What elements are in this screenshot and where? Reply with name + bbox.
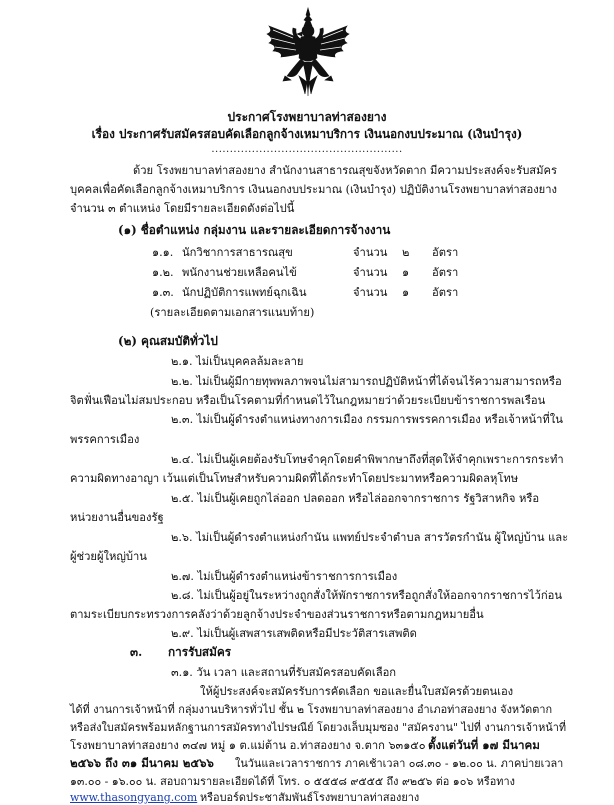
qualification-line: ๒.๘. ไม่เป็นผู้อยู่ในระหว่างถูกสั่งให้พักราชการหรือถูกสั่งให้ออกจากราชการไว้ก่อน <box>171 589 562 602</box>
section-3-number: ๓. <box>130 645 143 659</box>
intro-line-2: บุคคลเพื่อคัดเลือกลูกจ้างเหมาบริการ เงินนอกงบประมาณ (เงินบำรุง) ปฏิบัติงานโรงพยาบาลท่าสองยาง <box>70 183 557 196</box>
qualification-line: ๒.๕. ไม่เป็นผู้เคยถูกไล่ออก ปลดออก หรือไล่ออกจากราชการ รัฐวิสาหกิจ หรือ <box>171 492 540 505</box>
application-date-end: ๒๕๖๖ ถึง ๓๑ มีนาคม ๒๕๖๖ <box>70 756 214 770</box>
qualification-line: ๒.๙. ไม่เป็นผู้เสพสารเสพติดหรือมีประวัติสารเสพติด <box>171 627 417 640</box>
section-3-heading: การรับสมัคร <box>168 645 232 659</box>
position-count-label: จำนวน <box>353 266 388 279</box>
contact-phone: ๑๓.๐๐ - ๑๖.๐๐ น. สอบถามรายละเอียดได้ที่ โทร. ๐ ๕๕๕๘ ๙๕๕๕ ถึง ๙๒๕๖ ต่อ ๑๐๖ หรือทาง <box>70 775 515 788</box>
position-unit: อัตรา <box>432 266 459 279</box>
qualification-line: หน่วยงานอื่นของรัฐ <box>70 511 164 524</box>
subject-line: เรื่อง ประกาศรับสมัครสอบคัดเลือกลูกจ้างเหมาบริการ เงินนอกงบประมาณ (เงินบำรุง) <box>91 127 523 141</box>
website-link[interactable]: www.thasongyang.com <box>70 791 198 804</box>
qualification-line: ๒.๒. ไม่เป็นผู้มีกายทุพพลภาพจนไม่สามารถปฏิบัติหน้าที่ได้จนไร้ความสามารถหรือ <box>171 375 562 388</box>
position-name: พนักงานช่วยเหลือคนไข้ <box>182 266 297 279</box>
positions-note: (รายละเอียดตามเอกสารแนบท้าย) <box>150 306 315 319</box>
position-name: นักวิชาการสาธารณสุข <box>182 246 293 259</box>
intro-line-3: จำนวน ๓ ตำแหน่ง โดยมีรายละเอียดดังต่อไปนี้ <box>70 202 295 215</box>
position-count: ๑ <box>402 266 410 279</box>
section-1-heading: (๑) ชื่อตำแหน่ง กลุ่มงาน และรายละเอียดการจ้างงาน <box>118 223 391 237</box>
position-number: ๑.๒. <box>152 266 174 279</box>
qualification-line: พรรคการเมือง <box>70 433 140 446</box>
application-date-start: ตั้งแต่วันที่ ๑๗ มีนาคม <box>428 738 540 752</box>
position-number: ๑.๓. <box>152 286 174 299</box>
position-name: นักปฏิบัติการแพทย์ฉุกเฉิน <box>182 286 307 299</box>
qualification-line: ผู้ช่วยผู้ใหญ่บ้าน <box>70 550 147 563</box>
qualification-line: ๒.๓. ไม่เป็นผู้ดำรงตำแหน่งทางการเมือง กรรมการพรรคการเมือง หรือเจ้าหน้าที่ใน <box>171 413 563 426</box>
office-hours: ในวันและเวลาราชการ ภาคเช้าเวลา ๐๘.๓๐ - ๑๒.๐๐ น. ภาคบ่ายเวลา <box>235 757 564 770</box>
position-number: ๑.๑. <box>152 246 174 259</box>
position-unit: อัตรา <box>432 286 459 299</box>
intro-line-1: ด้วย โรงพยาบาลท่าสองยาง สำนักงานสาธารณสุขจังหวัดตาก มีความประสงค์จะรับสมัคร <box>133 164 557 177</box>
application-line: ได้ที่ งานการเจ้าหน้าที่ กลุ่มงานบริหารทั่วไป ชั้น ๒ โรงพยาบาลท่าสองยาง อำเภอท่าสองยาง จังหวัดตาก <box>70 703 553 716</box>
application-line: ให้ผู้ประสงค์จะสมัครรับการคัดเลือก ขอและยื่นใบสมัครด้วยตนเอง <box>200 685 514 698</box>
qualification-line: จิตฟั่นเฟือนไม่สมประกอบ หรือเป็นโรคตามที่กำหนดไว้ในกฎหมายว่าด้วยระเบียบข้าราชการพลเรือน <box>70 394 546 407</box>
position-count: ๒ <box>402 246 410 259</box>
header-divider: .................................................... <box>211 144 403 155</box>
page-title: ประกาศโรงพยาบาลท่าสองยาง <box>227 110 387 124</box>
qualification-line: ๒.๖. ไม่เป็นผู้ดำรงตำแหน่งกำนัน แพทย์ประจำตำบล สารวัตรกำนัน ผู้ใหญ่บ้าน และ <box>171 531 569 544</box>
position-unit: อัตรา <box>432 246 459 259</box>
qualification-line: ความผิดทางอาญา เว้นแต่เป็นโทษสำหรับความผิดที่ได้กระทำโดยประมาทหรือความผิดลหุโทษ <box>70 472 519 485</box>
position-count: ๑ <box>402 286 410 299</box>
qualification-line: ตามระเบียบกระทรวงการคลังว่าด้วยลูกจ้างประจำของส่วนราชการหรือตามกฎหมายอื่น <box>70 608 484 621</box>
section-2-heading: (๒) คุณสมบัติทั่วไป <box>118 334 218 348</box>
application-line: หรือส่งใบสมัครพร้อมหลักฐานการสมัครทางไปรษณีย์ โดยวงเล็บมุมซอง "สมัครงาน" ไปที่ งานการเจ้าหน้าที่ <box>70 721 567 734</box>
position-count-label: จำนวน <box>353 286 388 299</box>
garuda-emblem-icon <box>263 6 353 98</box>
qualification-line: ๒.๗. ไม่เป็นผู้ดำรงตำแหน่งข้าราชการการเมือง <box>171 570 398 583</box>
website-tail: หรือบอร์ดประชาสัมพันธ์โรงพยาบาลท่าสองยาง <box>200 791 420 804</box>
qualification-line: ๒.๑. ไม่เป็นบุคคลล้มละลาย <box>171 355 304 368</box>
section-3-subheading: ๓.๑. วัน เวลา และสถานที่รับสมัครสอบคัดเลือก <box>171 666 397 679</box>
position-count-label: จำนวน <box>353 246 388 259</box>
qualification-line: ๒.๔. ไม่เป็นผู้เคยต้องรับโทษจำคุกโดยคำพิพากษาถึงที่สุดให้จำคุกเพราะการกระทำ <box>171 453 564 466</box>
application-line: โรงพยาบาลท่าสองยาง ๓๔๗ หมู่ ๑ ต.แม่ต้าน อ.ท่าสองยาง จ.ตาก ๖๓๑๕๐ <box>70 739 426 752</box>
